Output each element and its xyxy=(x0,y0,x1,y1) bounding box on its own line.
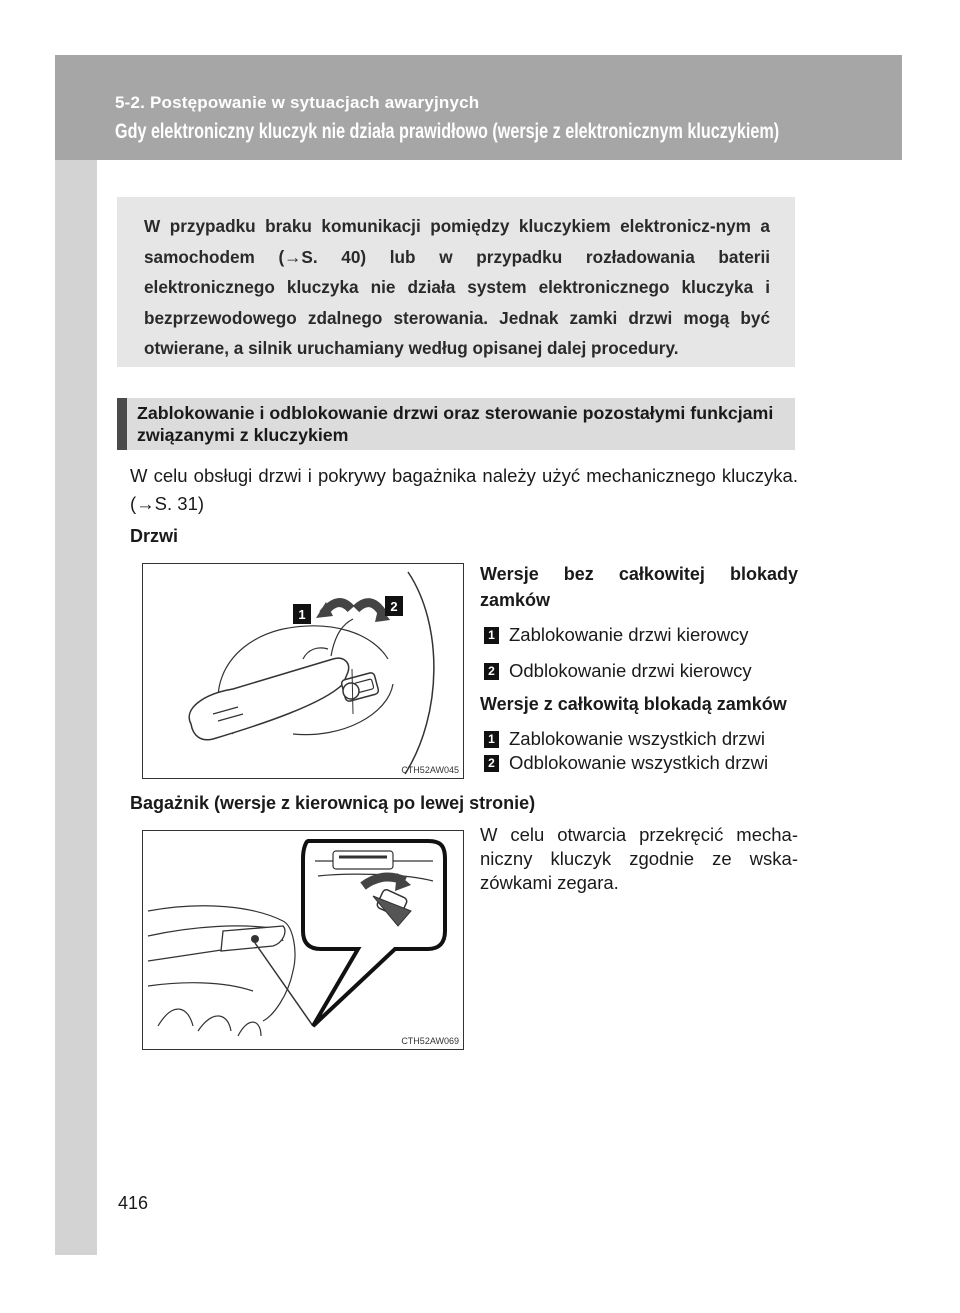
group1-step-2 xyxy=(480,659,798,683)
header-page-title: Gdy elektroniczny kluczyk nie działa prawidłowo (wersje z elektronicznym kluczykiem) xyxy=(115,120,780,143)
step-number-badge: 1 xyxy=(484,627,499,644)
door-handle-illustration xyxy=(143,564,462,777)
group1-heading: Wersje bez całkowitej blokady zamków xyxy=(480,564,798,610)
step-text: Odblokowanie wszystkich drzwi xyxy=(509,752,769,773)
step-text: Zablokowanie drzwi kierowcy xyxy=(509,624,749,645)
intro-box xyxy=(117,197,795,367)
doors-subhead: Drzwi xyxy=(130,526,179,546)
side-band xyxy=(55,160,97,1255)
header-section-title: 5-2. Postępowanie w sytuacjach awaryjnych xyxy=(115,93,480,112)
step-text: Odblokowanie drzwi kierowcy xyxy=(509,660,752,681)
group1-step-1 xyxy=(480,623,798,647)
figure-label-2: 2 xyxy=(390,599,398,614)
page-number: 416 xyxy=(118,1193,149,1213)
doors-right-column xyxy=(480,561,798,775)
step-text: Zablokowanie wszystkich drzwi xyxy=(509,728,766,749)
figure-code: CTH52AW045 xyxy=(401,765,459,775)
group2-step-1 xyxy=(480,727,798,751)
door-handle-figure xyxy=(142,563,464,779)
step-number-badge: 2 xyxy=(484,663,499,680)
section-heading-text: Zablokowanie i odblokowanie drzwi oraz sterowanie pozostałymi funkcjami związanymi z kluczykiem xyxy=(137,403,774,445)
figure-code: CTH52AW069 xyxy=(401,1036,459,1046)
section-heading xyxy=(117,398,795,450)
group2-step-2 xyxy=(480,751,798,775)
group2-heading: Wersje z całkowitą blokadą zamków xyxy=(480,694,787,714)
trunk-subhead: Bagażnik (wersje z kierownicą po lewej stronie) xyxy=(130,793,536,813)
figure-label-1: 1 xyxy=(298,607,306,622)
section-body: W celu obsługi drzwi i pokrywy bagażnika należy użyć mechanicznego kluczyka. (→S. 31) xyxy=(130,465,798,514)
step-number-badge: 2 xyxy=(484,755,499,772)
step-number-badge: 1 xyxy=(484,731,499,748)
trunk-figure xyxy=(142,830,464,1050)
trunk-illustration xyxy=(143,831,462,1048)
intro-text: W przypadku braku komunikacji pomiędzy kluczykiem elektronicz-nym a samochodem (→S. 40) lub w przypadku rozładowania baterii elektronicznego kluczyka nie działa system elektronicznego kluczyka i bezprzewodowego zdalnego sterowania. Jednak zamki drzwi mogą być otwierane, a silnik uruchamiany według opisanej dalej procedury. xyxy=(144,216,770,358)
trunk-instruction: W celu otwarcia przekręcić mecha-niczny kluczyk zgodnie ze wska-zówkami zegara. xyxy=(480,824,798,893)
